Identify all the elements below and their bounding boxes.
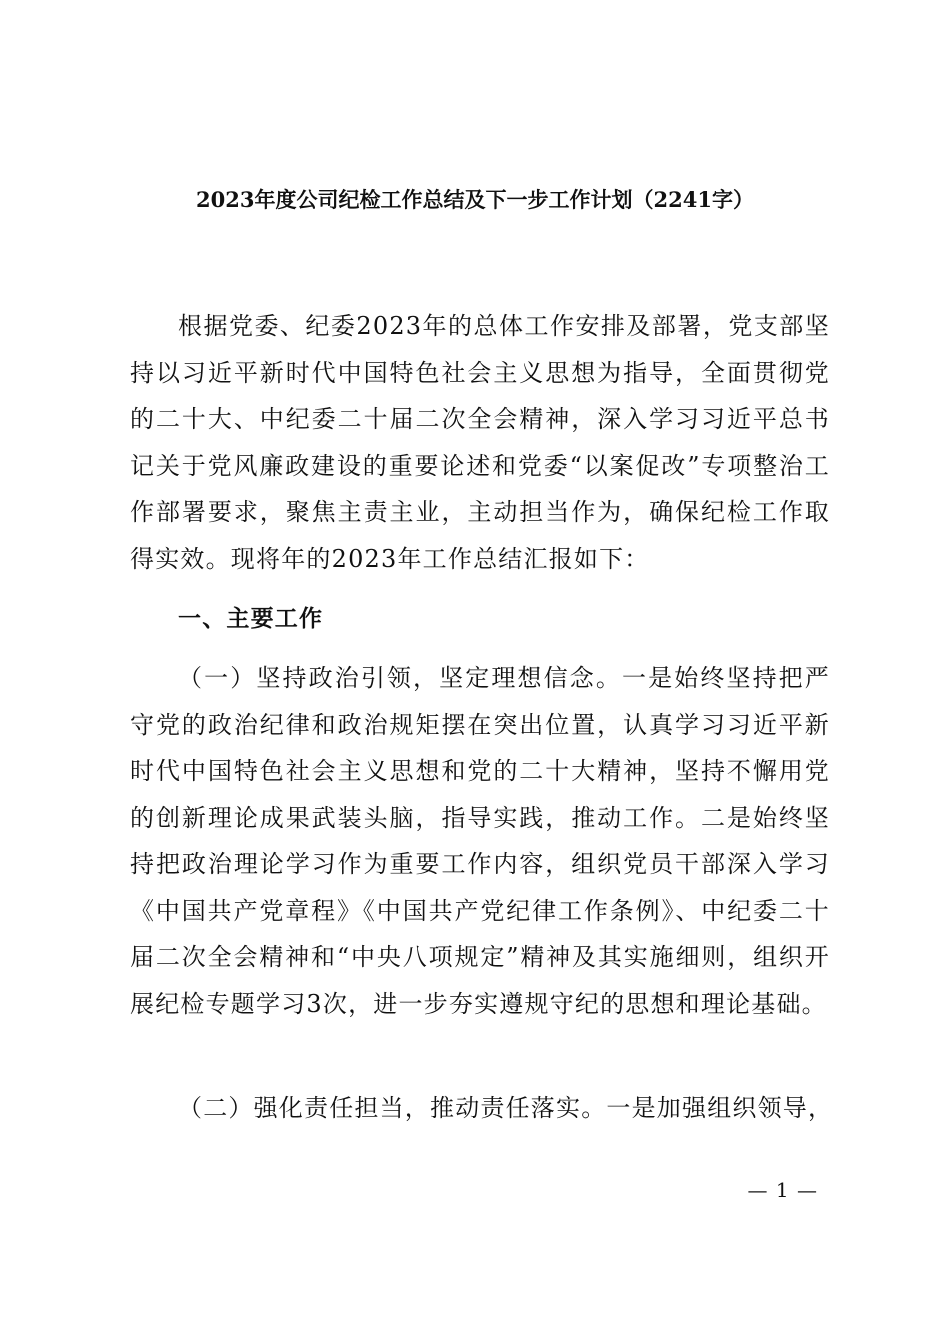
paragraph-responsibility: （二）强化责任担当，推动责任落实。一是加强组织领导， (178, 1094, 834, 1122)
paragraph-political-guidance: （一）坚持政治引领，坚定理想信念。一是始终坚持把严守党的政治纪律和政治规矩摆在突出位置，认真学习习近平新时代中国特色社会主义思想和党的二十大精神，坚持不懈用党的创新理论成果武装头脑，指导实践，推动工作。二是始终坚持把政治理论学习作为重要工作内容，组织党员干部深入学习《中国共产党章程》《中国共产党纪律工作条例》、中纪委二十届二次全会精神和“中央八项规定”精神及其实施细则，组织开展纪检专题学习3次，进一步夯实遵规守纪的思想和理论基础。 (130, 664, 830, 1018)
page-number: — 1 — (747, 1178, 818, 1202)
document-title: 2023年度公司纪检工作总结及下一步工作计划（2241字） (196, 187, 754, 212)
intro-paragraph: 根据党委、纪委2023年的总体工作安排及部署，党支部坚持以习近平新时代中国特色社会主义思想为指导，全面贯彻党的二十大、中纪委二十届二次全会精神，深入学习习近平总书记关于党风廉政建设的重要论述和党委“以案促改”专项整治工作部署要求，聚焦主责主业，主动担当作为，确保纪检工作取得实效。现将年的2023年工作总结汇报如下： (130, 312, 830, 573)
section-heading: 一、主要工作 (178, 606, 324, 632)
